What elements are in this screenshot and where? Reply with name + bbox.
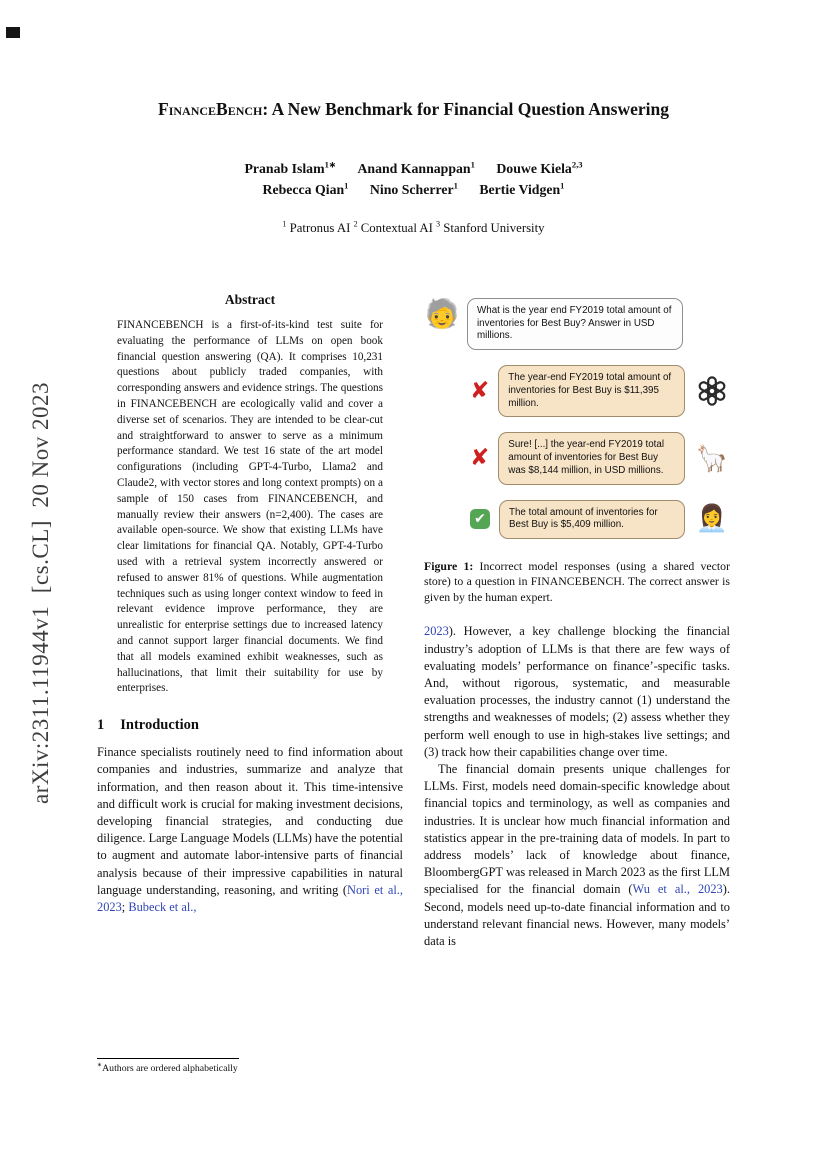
scan-corner-artifact <box>6 27 20 38</box>
right-column <box>424 290 730 950</box>
figure-response-row-expert <box>470 500 730 539</box>
figure-question-row <box>424 298 730 350</box>
citation-link[interactable]: Nori et al., 2023 <box>97 882 403 914</box>
llama-emoji-icon: 🦙 <box>695 443 729 473</box>
question-bubble: What is the year end FY2019 total amount of inventories for Best Buy? Answer in USD millions. <box>467 298 683 350</box>
author-name: Pranab Islam$^{1∗}$ <box>244 159 337 176</box>
paper-title-rest: A New Benchmark for Financial Question Answering <box>268 99 669 119</box>
citation-link[interactable]: Wu et al., 2023 <box>632 882 723 897</box>
footnote-block <box>97 1058 403 1074</box>
author-name: Anand Kannappan$^1$ <box>357 159 475 176</box>
author-name: Bertie Vidgen$^1$ <box>479 180 565 197</box>
footnote-rule <box>97 1058 239 1059</box>
arxiv-stamp: arXiv:2311.11944v1 [cs.CL] 20 Nov 2023 <box>28 381 53 805</box>
section-heading-introduction: 1 Introduction <box>97 717 199 734</box>
authors-line-1 <box>0 158 827 179</box>
response-bubble-gpt: The year-end FY2019 total amount of inventories for Best Buy is $11,395 million. <box>498 365 685 417</box>
footnote-text: ∗Authors are ordered alphabetically <box>97 1062 238 1074</box>
red-cross-icon: ✘ <box>470 445 490 471</box>
body-paragraph-1: 2023). However, a key challenge blocking the financial industry’s adoption of LLMs is that there are few ways of evaluating models’ performance on finance’-specific tasks. And, without rigorous, systematic, and measurable evaluation processes, the industry cannot (1) understand the strengths and weaknesses of models; (2) assess whether they perform well enough to use in high-stakes live settings; and (3) track how their capabilities change over time. <box>424 624 730 759</box>
paper-title-smallcaps: FinanceBench: <box>158 99 269 119</box>
response-bubble-llama: Sure! [...] the year-end FY2019 total amount of inventories for Best Buy was $8,144 million, in USD millions. <box>498 432 685 484</box>
human-expert-emoji-icon: 👩‍💼 <box>695 504 729 534</box>
citation-link[interactable]: Bubeck et al., <box>128 899 197 914</box>
author-block <box>0 158 827 200</box>
figure-1-caption: Figure 1: Incorrect model responses (using a shared vector store) to a question in FINANCEBENCH. The correct answer is given by the human expert. <box>424 559 731 604</box>
affiliations-line: $^1$ Patronus AI $^2$ Contextual AI $^3$ Stanford University <box>282 219 545 235</box>
figure-response-row-llama <box>470 432 730 484</box>
openai-logo-icon <box>694 374 730 408</box>
author-name: Douwe Kiela$^{2,3}$ <box>496 159 583 176</box>
figure-response-row-gpt <box>470 365 730 417</box>
authors-line-2 <box>0 179 827 200</box>
red-cross-icon: ✘ <box>470 377 490 404</box>
abstract-heading: Abstract <box>224 292 276 307</box>
body-paragraph-2: The financial domain presents unique challenges for LLMs. First, models need domain-specific knowledge about financial topics and terminology, as well as companies and industries. It is unclear how much financial information and statistics appear in the pre-training data of models. In part to address models’ lack of knowledge about finance, BloombergGPT was released in March 2023 as the first LLM specialised for the financial domain (Wu et al., 2023). Second, models need up-to-date financial information and to understand relevant financial news. However, many models’ data is <box>424 761 730 948</box>
green-check-icon: ✔ <box>470 509 490 529</box>
intro-paragraph-1: Finance specialists routinely need to find information about companies and industries, summarize and analyze that information, and then reason about it. This time-intensive and difficult work is crucial for making investment decisions, developing financial strategies, and conducting due diligence. Large Language Models (LLMs) have the potential to augment and automate labor-intensive parts of financial analysis because of their impressive capabilities in natural language understanding, reasoning, and writing (Nori et al., 2023; Bubeck et al., <box>97 745 403 914</box>
citation-link[interactable]: 2023 <box>424 624 449 639</box>
author-name: Rebecca Qian$^1$ <box>262 180 349 197</box>
figure-label: Figure 1: <box>424 559 474 574</box>
older-person-emoji-icon: 🧓 <box>424 299 460 330</box>
author-name: Nino Scherrer$^1$ <box>369 180 458 197</box>
response-bubble-expert: The total amount of inventories for Best Buy is $5,409 million. <box>499 500 685 539</box>
paper-title <box>50 99 777 120</box>
abstract-text: FINANCEBENCH is a first-of-its-kind test suite for evaluating the performance of LLMs on open book financial question answering (QA). It comprises 10,231 questions about publicly traded companies, with corresponding answers and evidence strings. The questions in FINANCEBENCH are ecologically valid and cover a diverse set of scenarios. They are intended to be clear-cut and straightforward to answer to serve as a minimum performance standard. We test 16 state of the art model configurations (including GPT-4-Turbo, Llama2 and Claude2, with vector stores and long context prompts) on a sample of 150 cases from FINANCEBENCH, and manually review their answers (n=2,400). The cases are available open-source. We show that existing LLMs have clear limitations for financial QA. Notably, GPT-4-Turbo used with a retrieval system incorrectly answered or refused to answer 81% of questions. While augmentation techniques such as using longer context window to feed in relevant evidence improve performance, they are unrealistic for enterprise settings due to increased latency and cannot support larger financial documents. We find that all models examined exhibit weaknesses, such as hallucinations, that limit their suitability for use by enterprises. <box>117 319 383 695</box>
figure-1 <box>424 298 730 539</box>
left-column <box>97 290 403 916</box>
